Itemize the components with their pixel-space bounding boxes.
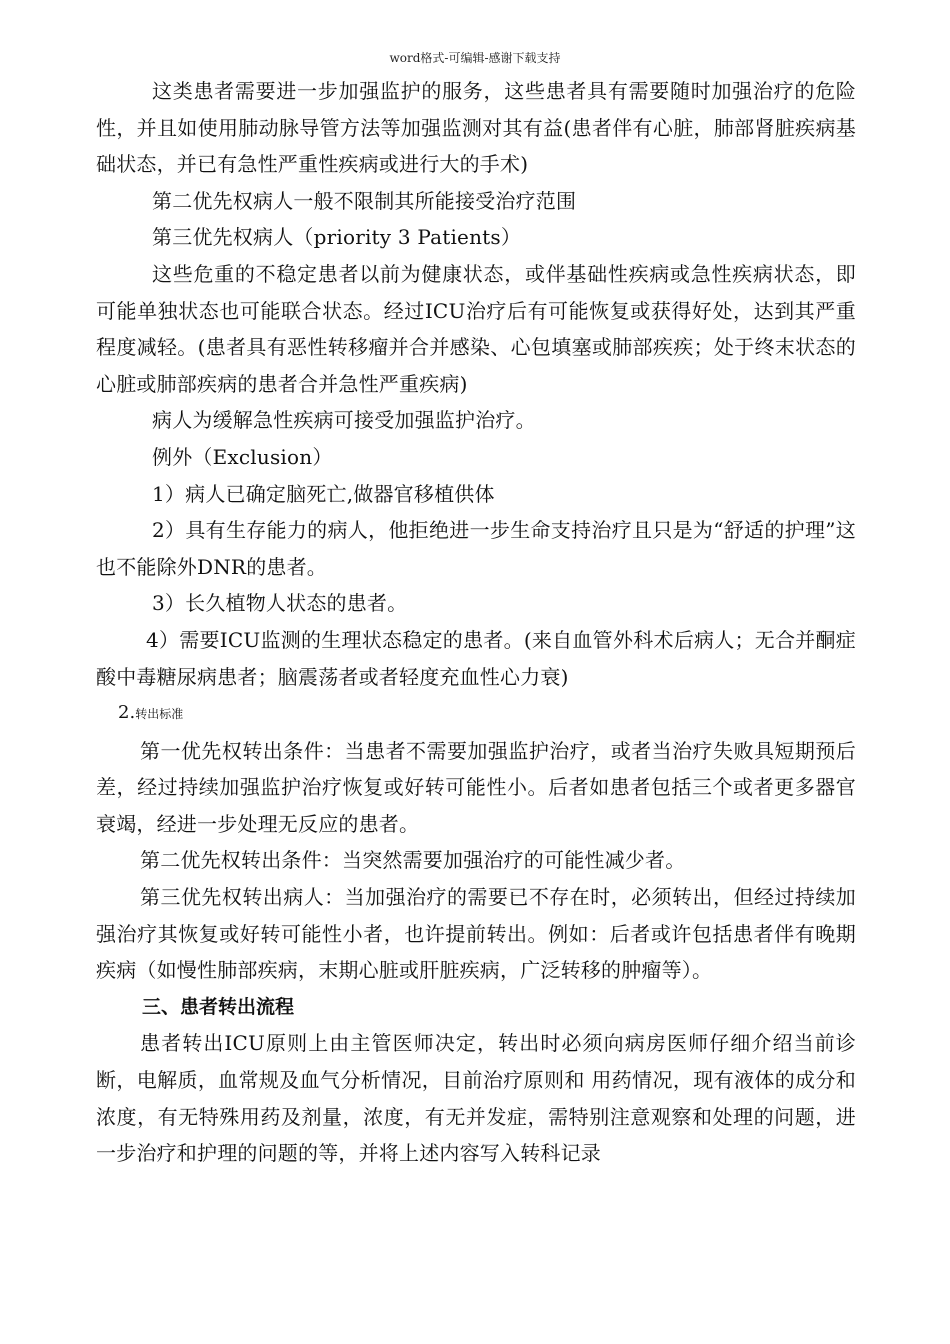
transfer-criteria-number: 2. xyxy=(118,702,136,724)
document-body xyxy=(96,73,856,1172)
paragraph-transfer-priority2: 第二优先权转出条件：当突然需要加强治疗的可能性减少者。 xyxy=(140,848,686,873)
paragraph-transfer-priority1: 第一优先权转出条件：当患者不需要加强监护治疗，或者当治疗失败具短期预后差，经过持续加强监护治疗恢复或好转可能性小。后者如患者包括三个或者更多器官衰竭，经进一步处理无反应的患者。 xyxy=(96,738,856,836)
page-header: word格式-可编辑-感谢下载支持 xyxy=(389,51,561,65)
paragraph-transfer-process: 患者转出ICU原则上由主管医师决定，转出时必须向病房医师仔细介绍当前诊断，电解质，血常规及血气分析情况，目前治疗原则和 用药情况，现有液体的成分和浓度，有无特殊用药及剂量，浓度，有无并发症，需特别注意观察和处理的问题，进一步治疗和护理的问题的等，并将上述内容写入转科记录 xyxy=(96,1031,856,1166)
paragraph-priority2-description: 这类患者需要进一步加强监护的服务，这些患者具有需要随时加强治疗的危险性，并且如使用肺动脉导管方法等加强监测对其有益(患者伴有心脏，肺部肾脏疾病基础状态，并已有急性严重性疾病或进行大的手术) xyxy=(96,79,856,177)
paragraph-exclusion-title: 例外（Exclusion） xyxy=(152,444,333,469)
paragraph-priority3-description: 这些危重的不稳定患者以前为健康状态，或伴基础性疾病或急性疾病状态，即可能单独状态也可能联合状态。经过ICU治疗后有可能恢复或获得好处，达到其严重程度减轻。(患者具有恶性转移瘤并合并感染、心包填塞或肺部疾疾；处于终末状态的心脏或肺部疾病的患者合并急性严重疾病) xyxy=(96,261,856,396)
paragraph-transfer-priority3: 第三优先权转出病人：当加强治疗的需要已不存在时，必须转出，但经过持续加强治疗其恢复或好转可能性小者，也许提前转出。例如：后者或许包括患者伴有晚期疾病（如慢性肺部疾病，末期心脏或肝脏疾病，广泛转移的肿瘤等）。 xyxy=(96,885,856,983)
section-heading-transfer-process: 三、患者转出流程 xyxy=(142,995,295,1018)
list-item-exclusion-1: 1）病人已确定脑死亡,做器官移植供体 xyxy=(152,481,495,506)
list-item-exclusion-3: 3）长久植物人状态的患者。 xyxy=(152,591,408,616)
paragraph-priority3-title: 第三优先权病人（priority 3 Patients） xyxy=(152,225,522,250)
paragraph-priority2-scope: 第二优先权病人一般不限制其所能接受治疗范围 xyxy=(152,188,577,213)
list-item-exclusion-2: 2）具有生存能力的病人，他拒绝进一步生命支持治疗且只是为“舒适的护理”这也不能除外DNR的患者。 xyxy=(96,518,856,579)
transfer-criteria-label: 转出标准 xyxy=(135,707,184,722)
transfer-criteria-heading xyxy=(96,695,856,733)
paragraph-priority3-note: 病人为缓解急性疾病可接受加强监护治疗。 xyxy=(152,408,536,433)
list-item-exclusion-4: 4）需要ICU监测的生理状态稳定的患者。(来自血管外科术后病人；无合并酮症酸中毒糖尿病患者；脑震荡者或者轻度充血性心力衰) xyxy=(96,627,856,689)
